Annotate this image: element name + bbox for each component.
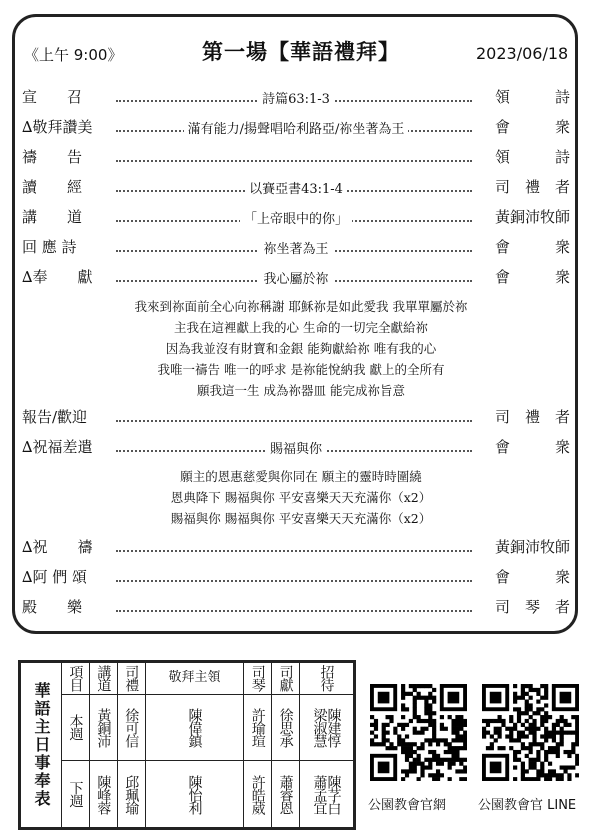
order-item-leader: 司 禮 者 <box>494 178 570 196</box>
service-date: 2023/06/18 <box>476 44 569 63</box>
order-item-label: 講 道 <box>22 208 83 226</box>
order-item-label: ∆奉 獻 <box>22 268 93 286</box>
order-item-label: ∆祝福差遣 <box>22 438 93 456</box>
order-row <box>22 596 570 618</box>
schedule-title: 華語主日事奉表 <box>32 682 51 808</box>
order-row <box>22 176 570 198</box>
order-item-content: 滿有能力/揚聲唱哈利路亞/祢坐著為王 <box>22 118 570 137</box>
order-row <box>22 146 570 168</box>
lyric-line: 恩典降下 賜福與你 平安喜樂天天充滿你（x2） <box>170 490 432 505</box>
order-item-content: 祢坐著為王 <box>22 238 570 257</box>
order-row <box>22 266 570 288</box>
order-item-label: ∆祝 禱 <box>22 538 93 556</box>
schedule-header: 敬拜主領 <box>145 663 244 695</box>
order-item-leader: 司 琴 者 <box>494 598 570 616</box>
schedule-cell: 徐思承 <box>272 694 300 761</box>
lyric-line: 我唯一禱告 唯一的呼求 是祢能悅納我 獻上的全所有 <box>157 362 445 377</box>
dotted-leader <box>116 580 472 582</box>
order-item-content: 詩篇63:1-3 <box>22 88 570 107</box>
order-row <box>22 206 570 228</box>
order-item-label: 報告/歡迎 <box>22 408 88 426</box>
schedule-cell: 陳峰蓉 <box>89 761 117 828</box>
schedule-title-cell <box>21 663 62 828</box>
order-item-content: 「上帝眼中的你」 <box>22 208 570 227</box>
order-item-label: 禱 告 <box>22 148 83 166</box>
order-item-leader: 會 衆 <box>494 118 570 136</box>
page-title: 第一場【華語禮拜】 <box>202 39 400 64</box>
schedule-cell: 陳芓白 蕭孟宜 <box>300 761 354 828</box>
lyric-line: 願我這一生 成為祢器皿 能完成祢旨意 <box>197 383 405 398</box>
order-item-content: 賜福與你 <box>22 438 570 457</box>
order-item-content: 以賽亞書43:1-4 <box>22 178 570 197</box>
order-item-leader: 領 詩 <box>494 88 570 106</box>
order-row <box>22 536 570 558</box>
dotted-leader <box>116 610 472 612</box>
lyric-line: 賜福與你 賜福與你 平安喜樂天天充滿你（x2） <box>170 511 432 526</box>
order-item-label: 回 應 詩 <box>22 238 77 256</box>
schedule-cell: 邱珮瑜 <box>117 761 145 828</box>
order-row <box>22 406 570 428</box>
dotted-leader <box>116 160 472 162</box>
schedule-cell: 本週 <box>62 694 90 761</box>
order-item-content: 我心屬於祢 <box>22 268 570 287</box>
order-item-leader: 會 衆 <box>494 568 570 586</box>
order-item-leader: 黃銅沛牧師 <box>494 538 570 556</box>
order-item-leader: 會 衆 <box>494 238 570 256</box>
order-item-leader: 領 詩 <box>494 148 570 166</box>
service-time: 《上午 9:00》 <box>24 46 123 64</box>
qr-label-website: 公園教會官網 <box>368 798 447 813</box>
dotted-leader <box>116 420 472 422</box>
schedule-header: 司琴 <box>244 663 272 695</box>
schedule-cell: 陳建惇 梁淑慧 <box>300 694 354 761</box>
order-row <box>22 236 570 258</box>
order-item-leader: 會 衆 <box>494 438 570 456</box>
order-row <box>22 86 570 108</box>
schedule-cell: 黃銅沛 <box>89 694 117 761</box>
order-item-leader: 會 衆 <box>494 268 570 286</box>
schedule-header: 招待 <box>300 663 354 695</box>
order-item-label: ∆阿 們 頌 <box>22 568 88 586</box>
lyric-line: 我來到祢面前全心向祢稱謝 耶穌祢是如此愛我 我單單屬於祢 <box>134 299 468 314</box>
qr-code-icon[interactable] <box>482 684 579 781</box>
lyric-line: 主我在這裡獻上我的心 生命的一切完全獻給祢 <box>174 320 428 335</box>
order-item-leader: 黃銅沛牧師 <box>494 208 570 226</box>
schedule-cell: 陳偉鎮 <box>145 694 244 761</box>
dotted-leader <box>116 550 472 552</box>
schedule-cell: 陳怡利 <box>145 761 244 828</box>
order-item-label: 宣 召 <box>22 88 83 106</box>
schedule-header: 司禮 <box>117 663 145 695</box>
qr-code-icon[interactable] <box>370 684 467 781</box>
schedule-cell: 蕭睿恩 <box>272 761 300 828</box>
order-row <box>22 116 570 138</box>
order-row <box>22 436 570 458</box>
lyric-line: 願主的恩惠慈愛與你同在 願主的靈時時圍繞 <box>180 469 422 484</box>
schedule-header: 項目 <box>62 663 90 695</box>
order-item-label: ∆敬拜讚美 <box>22 118 93 136</box>
lyric-line: 因為我並沒有財寶和金銀 能夠獻給祢 唯有我的心 <box>165 341 437 356</box>
schedule-header: 講道 <box>89 663 117 695</box>
schedule-cell: 許皓葳 <box>244 761 272 828</box>
schedule-cell: 下週 <box>62 761 90 828</box>
qr-label-line: 公園教會官 LINE <box>478 798 577 813</box>
schedule-cell: 許瑜瑄 <box>244 694 272 761</box>
serving-schedule <box>18 660 356 830</box>
order-item-leader: 司 禮 者 <box>494 408 570 426</box>
order-row <box>22 566 570 588</box>
order-item-label: 殿 樂 <box>22 598 83 616</box>
order-item-label: 讀 經 <box>22 178 83 196</box>
schedule-cell: 徐可信 <box>117 694 145 761</box>
schedule-header: 司獻 <box>272 663 300 695</box>
